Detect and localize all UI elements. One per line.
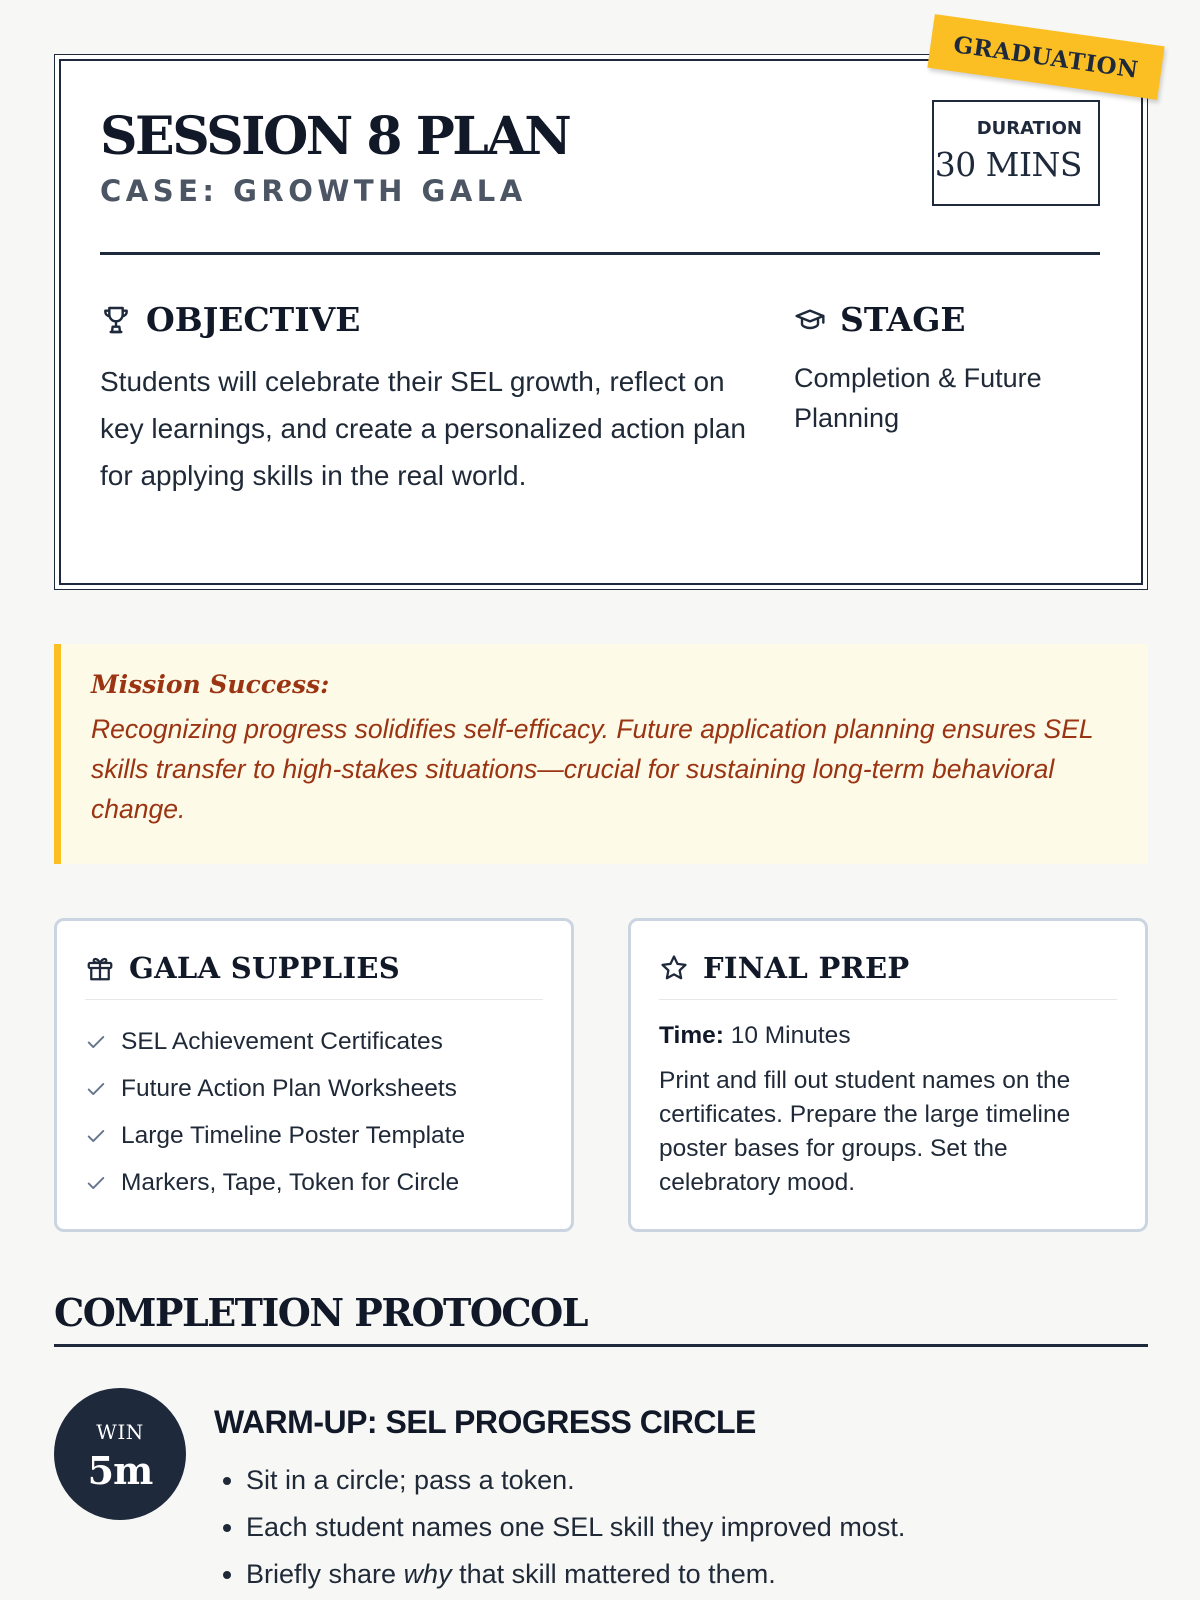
check-icon <box>85 1125 107 1147</box>
supply-item-label: Large Timeline Poster Template <box>121 1121 466 1149</box>
prep-time <box>659 1022 1117 1050</box>
duration-box <box>932 100 1100 206</box>
supplies-heading <box>85 951 543 1000</box>
step-bullet-list <box>246 1460 1126 1600</box>
prep-time-value: 10 Minutes <box>730 1022 851 1049</box>
supply-list <box>85 1018 543 1206</box>
gift-icon <box>85 953 115 983</box>
step-bullet <box>246 1554 1126 1600</box>
duration-value: 30 MINS <box>934 145 1082 184</box>
prep-text: Print and fill out student names on the certificates. Prepare the large timeline poster bases for groups. Set the celebratory mood. <box>659 1067 1071 1196</box>
check-icon <box>85 1031 107 1053</box>
step-bullet: • Sit in a circle; pass a token. <box>246 1460 1126 1507</box>
case-subtitle: CASE: GROWTH GALA <box>100 174 527 208</box>
step-title: WARM-UP: SEL PROGRESS CIRCLE <box>214 1404 756 1440</box>
stage-text: Completion & Future Planning <box>794 363 1042 433</box>
prep-time-label: Time: <box>659 1022 724 1049</box>
objective-heading <box>100 300 360 339</box>
mission-callout <box>54 644 1148 864</box>
header-divider <box>100 252 1100 255</box>
protocol-title: COMPLETION PROTOCOL <box>54 1290 587 1335</box>
step-badge <box>54 1388 186 1520</box>
bullet-text-after: that skill mattered to them. <box>451 1559 776 1589</box>
mission-label: Mission Success: <box>91 670 330 699</box>
step-badge-time: 5m <box>87 1448 153 1493</box>
prep-heading <box>659 951 1117 1000</box>
duration-label: DURATION <box>976 118 1082 139</box>
supply-item-label: Markers, Tape, Token for Circle <box>121 1168 460 1196</box>
supply-item-label: Future Action Plan Worksheets <box>121 1074 457 1102</box>
check-icon <box>85 1172 107 1194</box>
stage-label: STAGE <box>840 300 966 339</box>
bullet-emphasis: why <box>403 1559 452 1589</box>
bullet-text-before: Briefly share <box>246 1559 404 1589</box>
mission-text: Recognizing progress solidifies self-efficacy. Future application planning ensures SEL skills transfer to high-stakes situations—crucial for sustaining long-term behavioral change. <box>91 714 1094 824</box>
protocol-divider <box>54 1344 1148 1347</box>
list-item <box>85 1018 543 1065</box>
list-item <box>85 1112 543 1159</box>
check-icon <box>85 1078 107 1100</box>
stage-heading <box>794 300 966 339</box>
list-item <box>85 1065 543 1112</box>
page-title: SESSION 8 PLAN <box>100 106 570 167</box>
objective-text: Students will celebrate their SEL growth, reflect on key learnings, and create a personalized action plan for applying skills in the real world. <box>100 366 746 491</box>
step-badge-label: WIN <box>96 1420 144 1444</box>
star-icon <box>659 953 689 983</box>
final-prep-card <box>628 918 1148 1232</box>
supplies-title: GALA SUPPLIES <box>129 951 401 985</box>
supplies-card <box>54 918 574 1232</box>
graduation-tag: GRADUATION <box>927 14 1164 100</box>
objective-label: OBJECTIVE <box>146 300 361 339</box>
step-bullet: • Each student names one SEL skill they improved most. <box>246 1507 1126 1554</box>
graduation-cap-icon <box>794 304 826 336</box>
supply-item-label: SEL Achievement Certificates <box>121 1027 443 1055</box>
list-item <box>85 1159 543 1206</box>
trophy-icon <box>100 304 132 336</box>
prep-title: FINAL PREP <box>703 951 910 985</box>
